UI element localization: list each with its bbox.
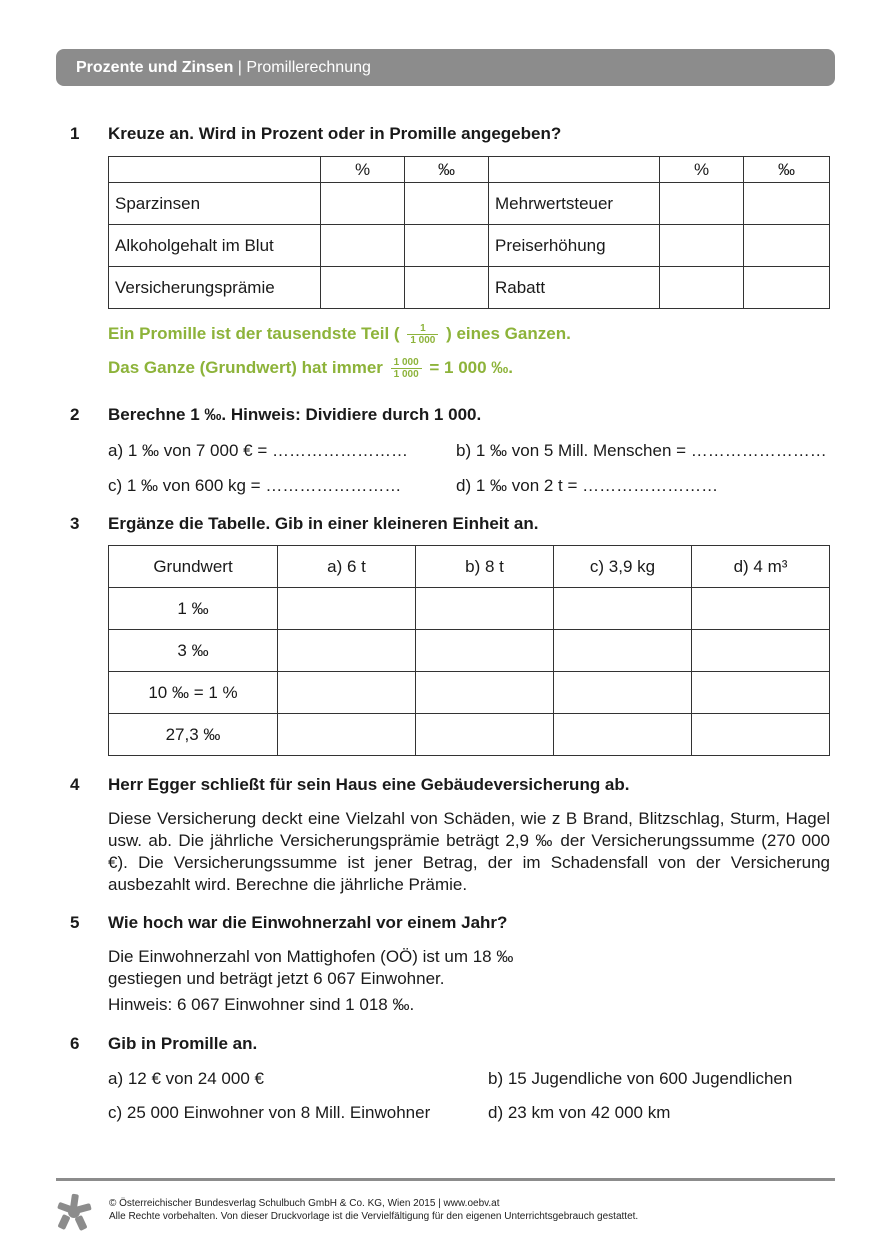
checkbox-cell[interactable]: [660, 183, 744, 225]
task1-header-row: [109, 157, 830, 183]
table-row: [109, 588, 830, 630]
task3-header-cell: d) 4 m³: [692, 546, 830, 588]
table-row: [109, 672, 830, 714]
task1-header-empty: [109, 157, 321, 183]
task1-row-label: Sparzinsen: [109, 183, 321, 225]
task5-hint: Hinweis: 6 067 Einwohner sind 1 018 ‰.: [108, 995, 415, 1014]
task1-row-label: Versicherungsprämie: [109, 267, 321, 309]
task3-header-row: [109, 546, 830, 588]
task1-row-label: Preiserhöhung: [489, 225, 660, 267]
oebv-logo-icon: [52, 1190, 96, 1234]
task6-item-b[interactable]: b) 15 Jugendliche von 600 Jugendlichen: [488, 1069, 793, 1088]
task2-title: Berechne 1 ‰. Hinweis: Dividiere durch 1 000.: [108, 405, 482, 424]
answer-cell[interactable]: [416, 672, 554, 714]
checkbox-cell[interactable]: [660, 267, 744, 309]
task2-item-c[interactable]: c) 1 ‰ von 600 kg = ……………………: [108, 476, 402, 495]
answer-cell[interactable]: [554, 714, 692, 756]
answer-cell[interactable]: [692, 630, 830, 672]
task1-number: 1: [70, 124, 80, 143]
checkbox-cell[interactable]: [744, 225, 830, 267]
task1-header-permille-2: ‰: [744, 157, 830, 183]
task4-title: Herr Egger schließt für sein Haus eine Gebäudeversicherung ab.: [108, 775, 630, 794]
page-header: [56, 49, 835, 86]
checkbox-cell[interactable]: [321, 183, 405, 225]
checkbox-cell[interactable]: [744, 267, 830, 309]
header-separator: |: [233, 59, 247, 76]
task6-item-c[interactable]: c) 25 000 Einwohner von 8 Mill. Einwohner: [108, 1103, 431, 1122]
answer-cell[interactable]: [278, 672, 416, 714]
answer-cell[interactable]: [278, 588, 416, 630]
task1-header-percent: %: [321, 157, 405, 183]
task3-number: 3: [70, 514, 80, 533]
answer-cell[interactable]: [554, 630, 692, 672]
task1-table: [108, 156, 830, 309]
task2-item-b[interactable]: b) 1 ‰ von 5 Mill. Menschen = ……………………: [456, 441, 827, 460]
checkbox-cell[interactable]: [321, 267, 405, 309]
task4-number: 4: [70, 775, 80, 794]
task6-number: 6: [70, 1034, 80, 1053]
definition-text: Ein Promille ist der tausendste Teil (: [108, 323, 400, 343]
task6-item-d[interactable]: d) 23 km von 42 000 km: [488, 1103, 671, 1122]
checkbox-cell[interactable]: [744, 183, 830, 225]
answer-cell[interactable]: [416, 630, 554, 672]
task1-row-label: Mehrwertsteuer: [489, 183, 660, 225]
fraction-one-thousandth: [407, 323, 438, 346]
definition-line-2: [108, 357, 513, 380]
task1-title: Kreuze an. Wird in Prozent oder in Promille angegeben?: [108, 124, 562, 143]
checkbox-cell[interactable]: [321, 225, 405, 267]
footer-line-1: © Österreichischer Bundesverlag Schulbuch GmbH & Co. KG, Wien 2015 | www.oebv.at: [109, 1198, 500, 1209]
header-topic: Promillerechnung: [246, 59, 371, 76]
footer-copyright: [109, 1197, 638, 1223]
task6-title: Gib in Promille an.: [108, 1034, 258, 1053]
task1-row-label: Alkoholgehalt im Blut: [109, 225, 321, 267]
task5-line-2: gestiegen und beträgt jetzt 6 067 Einwohner.: [108, 969, 445, 988]
definition-text: ) eines Ganzen.: [446, 323, 571, 343]
definition-text: Das Ganze (Grundwert) hat immer: [108, 357, 383, 377]
task3-header-cell: b) 8 t: [416, 546, 554, 588]
fraction-numerator: 1: [407, 323, 438, 335]
task5-number: 5: [70, 913, 80, 932]
task3-title: Ergänze die Tabelle. Gib in einer kleineren Einheit an.: [108, 514, 539, 533]
task3-row-label: 1 ‰: [109, 588, 278, 630]
fraction-whole: [391, 357, 422, 380]
footer-divider: [56, 1178, 835, 1181]
table-row: [109, 267, 830, 309]
answer-cell[interactable]: [554, 588, 692, 630]
checkbox-cell[interactable]: [405, 267, 489, 309]
fraction-denominator: 1 000: [393, 369, 419, 380]
answer-cell[interactable]: [278, 630, 416, 672]
table-row: [109, 183, 830, 225]
task5-line-1: Die Einwohnerzahl von Mattighofen (OÖ) ist um 18 ‰: [108, 947, 514, 966]
answer-cell[interactable]: [554, 672, 692, 714]
answer-cell[interactable]: [692, 588, 830, 630]
table-row: [109, 714, 830, 756]
table-row: [109, 630, 830, 672]
fraction-numerator: 1 000: [391, 357, 422, 369]
answer-cell[interactable]: [416, 588, 554, 630]
task1-header-permille: ‰: [405, 157, 489, 183]
answer-cell[interactable]: [692, 672, 830, 714]
task4-text: Diese Versicherung deckt eine Vielzahl von Schäden, wie z B Brand, Blitzschlag, Sturm, Hagel usw. ab. Die jährliche Versicherungsprämie beträgt 2,9 ‰ der Versicherungssumme (270 000 €). Die Versicherungssumme ist jener Betrag, der im Schadensfall von der Versicherung ausbezahlt wird. Berechne die jährliche Prämie.: [108, 809, 830, 894]
task1-header-empty-2: [489, 157, 660, 183]
answer-cell[interactable]: [278, 714, 416, 756]
header-section: Prozente und Zinsen: [76, 59, 234, 76]
checkbox-cell[interactable]: [660, 225, 744, 267]
task3-header-cell: c) 3,9 kg: [554, 546, 692, 588]
task1-header-percent-2: %: [660, 157, 744, 183]
answer-cell[interactable]: [416, 714, 554, 756]
task3-header-cell: a) 6 t: [278, 546, 416, 588]
task6-item-a[interactable]: a) 12 € von 24 000 €: [108, 1069, 264, 1088]
task5-title: Wie hoch war die Einwohnerzahl vor einem Jahr?: [108, 913, 508, 932]
task2-item-a[interactable]: a) 1 ‰ von 7 000 € = ……………………: [108, 441, 408, 460]
task3-table: [108, 545, 830, 756]
table-row: [109, 225, 830, 267]
task2-item-d[interactable]: d) 1 ‰ von 2 t = ……………………: [456, 476, 719, 495]
task3-row-label: 10 ‰ = 1 %: [109, 672, 278, 714]
task1-row-label: Rabatt: [489, 267, 660, 309]
fraction-denominator: 1 000: [410, 335, 436, 346]
checkbox-cell[interactable]: [405, 183, 489, 225]
definition-line-1: [108, 323, 571, 346]
task3-row-label: 27,3 ‰: [109, 714, 278, 756]
footer-line-2: Alle Rechte vorbehalten. Von dieser Druckvorlage ist die Vervielfältigung für den eigenen Unterrichtsgebrauch gestattet.: [109, 1211, 639, 1222]
answer-cell[interactable]: [692, 714, 830, 756]
task3-row-label: 3 ‰: [109, 630, 278, 672]
definition-text: = 1 000 ‰.: [429, 357, 514, 377]
task2-number: 2: [70, 405, 80, 424]
task3-header-cell: Grundwert: [109, 546, 278, 588]
checkbox-cell[interactable]: [405, 225, 489, 267]
